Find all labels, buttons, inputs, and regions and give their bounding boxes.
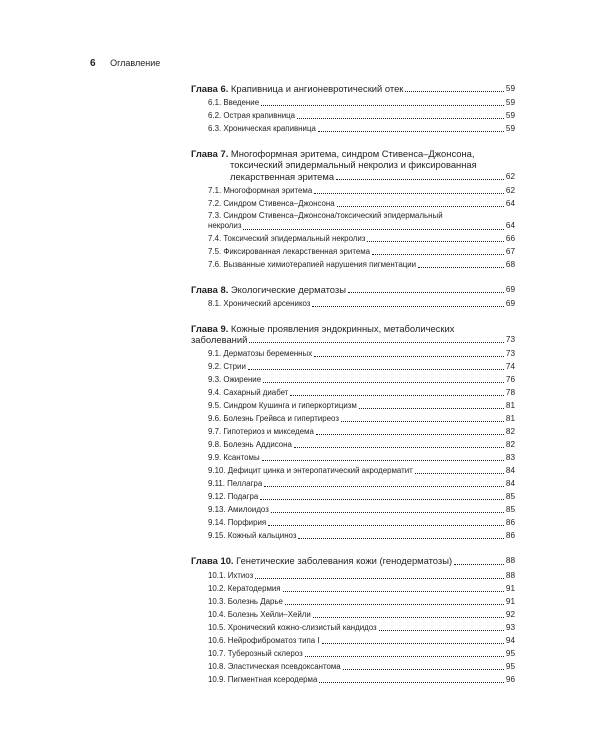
entry-title: 9.15. Кожный кальциноз bbox=[208, 531, 297, 541]
entry-page: 67 bbox=[505, 246, 515, 256]
entry-page: 59 bbox=[505, 124, 515, 134]
entry-title: 7.2. Синдром Стивенса–Джонсона bbox=[208, 198, 335, 208]
entry-title: 10.4. Болезнь Хейли–Хейли bbox=[208, 609, 311, 619]
dot-leader bbox=[405, 90, 503, 92]
dot-leader bbox=[294, 446, 504, 448]
entry-title: 7.5. Фиксированная лекарственная эритема bbox=[208, 246, 371, 256]
toc-entry[interactable] bbox=[191, 660, 515, 673]
entry-page: 81 bbox=[505, 414, 515, 424]
entry-page: 83 bbox=[505, 453, 515, 463]
dot-leader bbox=[255, 577, 504, 579]
entry-page: 88 bbox=[505, 570, 515, 580]
chapter-9 bbox=[191, 323, 515, 542]
entry-page: 76 bbox=[505, 375, 515, 385]
entry-title: 10.6. Нейрофиброматоз типа I bbox=[208, 635, 320, 645]
toc-entry[interactable] bbox=[191, 503, 515, 516]
dot-leader bbox=[337, 205, 504, 207]
entry-title: 7.1. Многоформная эритема bbox=[208, 185, 313, 195]
dot-leader bbox=[262, 459, 504, 461]
running-title: Оглавление bbox=[110, 58, 161, 68]
entry-page: 94 bbox=[505, 635, 515, 645]
entry-page: 69 bbox=[505, 299, 515, 309]
entry-title: 10.7. Туберозный склероз bbox=[208, 648, 303, 658]
dot-leader bbox=[285, 603, 504, 605]
chapter-title-line1: Многоформная эритема, синдром Стивенса–Джонсона, bbox=[230, 148, 475, 160]
toc-entry[interactable] bbox=[191, 490, 515, 503]
entry-title: 10.9. Пигментная ксеродерма bbox=[208, 674, 318, 684]
entry-title: 9.4. Сахарный диабет bbox=[208, 388, 289, 398]
chapter-heading[interactable] bbox=[191, 284, 515, 295]
entry-title: 9.7. Гипотериоз и микседема bbox=[208, 427, 314, 437]
toc-entry[interactable] bbox=[191, 373, 515, 386]
entry-title: 9.12. Подагра bbox=[208, 492, 259, 502]
entry-page: 81 bbox=[505, 401, 515, 411]
toc-entry[interactable] bbox=[191, 412, 515, 425]
entry-page: 95 bbox=[505, 661, 515, 671]
chapter-page: 73 bbox=[505, 335, 515, 345]
entry-title: 9.11. Пеллагра bbox=[208, 479, 263, 489]
chapter-title-line2: заболеваний bbox=[191, 334, 248, 346]
entry-title: 10.2. Кератодермия bbox=[208, 583, 281, 593]
toc-entry[interactable] bbox=[191, 232, 515, 245]
toc-entry[interactable] bbox=[191, 438, 515, 451]
toc-entry[interactable] bbox=[191, 96, 515, 109]
entry-title: 10.3. Болезнь Дарье bbox=[208, 596, 283, 606]
entry-page: 91 bbox=[505, 583, 515, 593]
toc-entry[interactable] bbox=[191, 647, 515, 660]
entry-page: 82 bbox=[505, 440, 515, 450]
dot-leader bbox=[297, 117, 504, 119]
entry-title: 9.3. Ожирение bbox=[208, 375, 262, 385]
toc-entry[interactable] bbox=[191, 184, 515, 197]
page-number: 6 bbox=[90, 58, 96, 69]
chapter-heading[interactable] bbox=[191, 83, 515, 94]
dot-leader bbox=[341, 420, 504, 422]
chapter-title: Генетические заболевания кожи (генодерматозы) bbox=[236, 555, 453, 567]
entry-title-line1: 7.3. Синдром Стивенса–Джонсона/токсический эпидермальный bbox=[208, 210, 443, 220]
toc-entry[interactable] bbox=[191, 258, 515, 271]
toc-entry[interactable] bbox=[191, 608, 515, 621]
entry-page: 68 bbox=[505, 259, 515, 269]
toc-entry[interactable] bbox=[191, 569, 515, 582]
dot-leader bbox=[322, 642, 504, 644]
dot-leader bbox=[415, 472, 504, 474]
dot-leader bbox=[336, 178, 504, 180]
chapter-page: 88 bbox=[505, 556, 515, 566]
dot-leader bbox=[248, 368, 504, 370]
toc-entry[interactable] bbox=[191, 211, 515, 232]
chapter-page: 59 bbox=[505, 84, 515, 93]
dot-leader bbox=[372, 253, 504, 255]
dot-leader bbox=[367, 240, 503, 242]
toc-entry[interactable] bbox=[191, 347, 515, 360]
toc-entry[interactable] bbox=[191, 122, 515, 135]
entry-page: 91 bbox=[505, 596, 515, 606]
toc-entry[interactable] bbox=[191, 477, 515, 490]
toc-entry[interactable] bbox=[191, 529, 515, 542]
toc-entry[interactable] bbox=[191, 109, 515, 122]
entry-page: 64 bbox=[505, 221, 515, 231]
entry-title: 7.6. Вызванные химиотерапией нарушения пигментации bbox=[208, 259, 417, 269]
dot-leader bbox=[271, 511, 504, 513]
entry-page: 84 bbox=[505, 466, 515, 476]
chapter-label: Глава 8. bbox=[191, 283, 229, 295]
table-of-contents bbox=[191, 83, 515, 699]
toc-entry[interactable] bbox=[191, 451, 515, 464]
entry-title: 9.1. Дерматозы беременных bbox=[208, 349, 313, 359]
chapter-heading[interactable] bbox=[191, 148, 515, 182]
entry-page: 74 bbox=[505, 362, 515, 372]
chapter-page: 62 bbox=[505, 171, 515, 181]
entry-page: 85 bbox=[505, 492, 515, 502]
dot-leader bbox=[305, 655, 504, 657]
chapter-title-line3: лекарственная эритема bbox=[230, 170, 335, 182]
chapter-8 bbox=[191, 284, 515, 310]
entry-title: 6.2. Острая крапивница bbox=[208, 111, 296, 121]
toc-entry[interactable] bbox=[191, 360, 515, 373]
entry-title: 9.14. Порфирия bbox=[208, 518, 267, 528]
entry-page: 59 bbox=[505, 111, 515, 121]
entry-page: 66 bbox=[505, 233, 515, 243]
chapter-label: Глава 9. bbox=[191, 323, 229, 335]
entry-page: 59 bbox=[505, 98, 515, 108]
dot-leader bbox=[348, 291, 504, 293]
chapter-page: 69 bbox=[505, 284, 515, 294]
toc-entry[interactable] bbox=[191, 516, 515, 529]
dot-leader bbox=[263, 381, 504, 383]
entry-page: 84 bbox=[505, 479, 515, 489]
dot-leader bbox=[283, 590, 504, 592]
chapter-label: Глава 10. bbox=[191, 555, 234, 567]
chapter-heading[interactable] bbox=[191, 323, 515, 345]
entry-page: 78 bbox=[505, 388, 515, 398]
dot-leader bbox=[314, 192, 504, 194]
dot-leader bbox=[243, 228, 503, 230]
entry-title: 9.5. Синдром Кушинга и гиперкортицизм bbox=[208, 401, 357, 411]
dot-leader bbox=[312, 305, 503, 307]
entry-title: 9.13. Амилоидоз bbox=[208, 505, 269, 515]
toc-entry[interactable] bbox=[191, 297, 515, 310]
entry-title: 10.1. Ихтиоз bbox=[208, 570, 254, 580]
chapter-7 bbox=[191, 148, 515, 271]
entry-title: 10.8. Эластическая псевдоксантома bbox=[208, 661, 341, 671]
entry-page: 86 bbox=[505, 518, 515, 528]
entry-page: 85 bbox=[505, 505, 515, 515]
running-head bbox=[90, 58, 160, 69]
entry-title: 9.9. Ксантомы bbox=[208, 453, 260, 463]
dot-leader bbox=[313, 616, 504, 618]
dot-leader bbox=[454, 563, 504, 565]
chapter-label: Глава 6. bbox=[191, 83, 229, 94]
entry-page: 73 bbox=[505, 349, 515, 359]
dot-leader bbox=[268, 524, 504, 526]
entry-page: 64 bbox=[505, 198, 515, 208]
chapter-title: Крапивница и ангионевротический отек bbox=[230, 83, 404, 94]
entry-title: 6.1. Введение bbox=[208, 98, 260, 108]
entry-title: 7.4. Токсический эпидермальный некролиз bbox=[208, 233, 366, 243]
toc-entry[interactable] bbox=[191, 582, 515, 595]
entry-page: 93 bbox=[505, 622, 515, 632]
entry-title: 10.5. Хронический кожно-слизистый кандидоз bbox=[208, 622, 377, 632]
chapter-label: Глава 7. bbox=[191, 148, 229, 160]
entry-title: 8.1. Хронический арсеникоз bbox=[208, 299, 311, 309]
chapter-title-line1: Кожные проявления эндокринных, метаболических bbox=[230, 323, 455, 335]
toc-entry[interactable] bbox=[191, 464, 515, 477]
dot-leader bbox=[316, 433, 504, 435]
dot-leader bbox=[249, 341, 504, 343]
dot-leader bbox=[260, 498, 504, 500]
entry-title: 9.8. Болезнь Аддисона bbox=[208, 440, 292, 450]
toc-entry[interactable] bbox=[191, 425, 515, 438]
dot-leader bbox=[318, 130, 504, 132]
dot-leader bbox=[314, 355, 504, 357]
chapter-10 bbox=[191, 555, 515, 685]
chapter-title-line2: токсический эпидермальный некролиз и фиксированная bbox=[230, 159, 477, 171]
entry-title-line2: некролиз bbox=[208, 221, 242, 231]
chapter-6 bbox=[191, 83, 515, 135]
toc-entry[interactable] bbox=[191, 621, 515, 634]
entry-page: 62 bbox=[505, 185, 515, 195]
toc-entry[interactable] bbox=[191, 595, 515, 608]
toc-entry[interactable] bbox=[191, 197, 515, 210]
chapter-title: Экологические дерматозы bbox=[230, 283, 346, 295]
entry-title: 9.2. Стрии bbox=[208, 362, 246, 372]
dot-leader bbox=[290, 394, 504, 396]
dot-leader bbox=[343, 668, 504, 670]
dot-leader bbox=[264, 485, 504, 487]
toc-entry[interactable] bbox=[191, 634, 515, 647]
entry-page: 82 bbox=[505, 427, 515, 437]
entry-title: 6.3. Хроническая крапивница bbox=[208, 124, 316, 134]
entry-page: 92 bbox=[505, 609, 515, 619]
dot-leader bbox=[418, 266, 504, 268]
toc-entry[interactable] bbox=[191, 386, 515, 399]
dot-leader bbox=[379, 629, 504, 631]
chapter-heading[interactable] bbox=[191, 555, 515, 566]
toc-entry[interactable] bbox=[191, 399, 515, 412]
dot-leader bbox=[298, 537, 503, 539]
dot-leader bbox=[359, 407, 504, 409]
toc-entry[interactable] bbox=[191, 245, 515, 258]
entry-page: 95 bbox=[505, 648, 515, 658]
entry-page: 86 bbox=[505, 531, 515, 541]
entry-page: 96 bbox=[505, 674, 515, 684]
dot-leader bbox=[319, 681, 504, 683]
entry-title: 9.10. Дефицит цинка и энтеропатический акродерматит bbox=[208, 466, 413, 476]
toc-entry[interactable] bbox=[191, 673, 515, 686]
dot-leader bbox=[261, 104, 504, 106]
entry-title: 9.6. Болезнь Грейвса и гипертиреоз bbox=[208, 414, 339, 424]
